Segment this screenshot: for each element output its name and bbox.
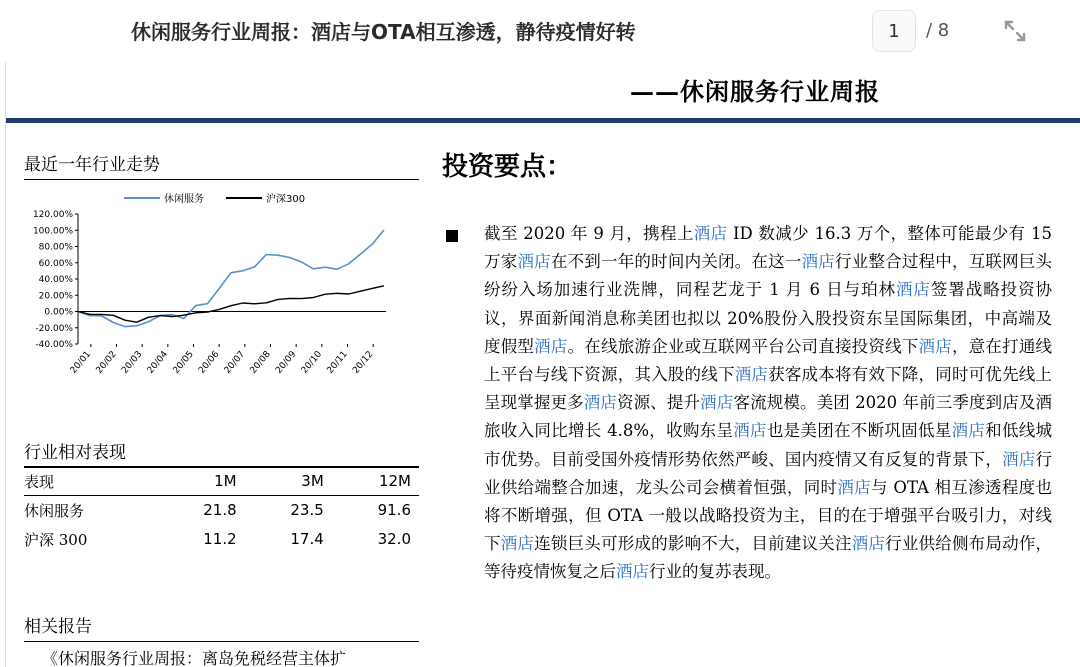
paragraph-text: 在不到一年的时间内关闭。在这一 (550, 252, 802, 272)
highlighted-keyword: 酒店 (918, 336, 952, 356)
series-line-leisure (78, 230, 384, 327)
table-cell: 11.2 (203, 530, 237, 548)
highlighted-keyword: 酒店 (534, 336, 568, 356)
document-page (5, 62, 1080, 667)
x-tick-label: 20/03 (120, 349, 145, 376)
bullet-square-icon (446, 230, 458, 242)
perf-col-header: 3M (245, 467, 332, 496)
paragraph-text: ID 数减少 16.3 万个，整体可能最少有 15 万家 (484, 224, 1053, 272)
paragraph-text: 签署战略投资协议，界面新闻消息称美团也拟以 20%股份入股投资东呈国际集团，中高端及度假型 (484, 280, 1053, 356)
table-cell: 32.0 (377, 530, 411, 548)
viewer-toolbar (0, 0, 1080, 62)
paragraph-text: 获客成本将有效下降，同时可优先线上呈现掌握更多 (484, 365, 1053, 413)
perf-col-header: 1M (157, 467, 244, 496)
paragraph-text: 客流规模。美团 2020 年前三季度到店及酒旅收入同比增长 4.8%，收购东呈 (484, 393, 1053, 441)
paragraph-text: 连锁巨头可形成的影响不大，目前建议关注 (534, 534, 852, 554)
x-tick-label: 20/08 (248, 349, 273, 376)
highlighted-keyword: 酒店 (693, 224, 728, 243)
paragraph-text: 资源、提升 (617, 393, 701, 413)
related-heading: 相关报告 (24, 612, 419, 642)
page-total: / 8 (926, 20, 950, 41)
highlighted-keyword: 酒店 (1002, 449, 1036, 469)
highlighted-keyword: 酒店 (837, 477, 872, 497)
chart-svg (24, 184, 419, 424)
x-tick-label: 20/07 (222, 349, 248, 376)
left-column (24, 150, 424, 444)
table-cell: 91.6 (377, 501, 411, 520)
highlighted-keyword: 酒店 (500, 534, 535, 554)
paragraph-text: 行业整合过程中，互联网巨头纷纷入场加速行业洗牌，同程艺龙于 1 月 6 日与珀林 (484, 252, 1053, 300)
legend-label-leisure: 休闲服务 (164, 194, 204, 205)
series-line-hs300 (78, 286, 384, 322)
invest-paragraph (484, 220, 1052, 587)
expand-arrows-icon[interactable] (1000, 16, 1030, 46)
y-tick-label: 60.00% (38, 258, 73, 269)
report-series-tag: ——休闲服务行业周报 (630, 77, 880, 106)
highlighted-keyword: 酒店 (951, 421, 986, 441)
x-tick-label: 20/02 (94, 349, 119, 376)
table-cell: 17.4 (290, 530, 324, 548)
y-tick-label: -40.00% (35, 340, 73, 350)
x-tick-label: 20/01 (68, 349, 94, 376)
highlighted-keyword: 酒店 (700, 393, 734, 413)
highlighted-keyword: 酒店 (734, 365, 769, 385)
trend-chart (24, 184, 419, 444)
perf-col-header: 表现 (24, 467, 157, 496)
paragraph-text: 行业的复苏表现。 (649, 562, 781, 582)
highlighted-keyword: 酒店 (851, 534, 886, 554)
table-row (24, 496, 419, 525)
paragraph-text: 行业供给侧布局动作，等待疫情恢复之后 (484, 534, 1053, 582)
highlighted-keyword: 酒店 (616, 562, 649, 582)
y-tick-label: 20.00% (38, 291, 73, 302)
y-tick-label: 100.00% (32, 226, 73, 237)
x-tick-label: 20/05 (171, 349, 196, 376)
paragraph-text: 也是美团在不断巩固低星 (766, 421, 952, 441)
highlighted-keyword: 酒店 (583, 393, 618, 413)
related-report-link[interactable]: 《休闲服务行业周报：离岛免税经营主体扩 (42, 649, 347, 667)
highlighted-keyword: 酒店 (733, 421, 767, 441)
x-tick-label: 20/06 (197, 349, 222, 376)
y-tick-label: 120.00% (32, 210, 73, 220)
x-tick-label: 20/04 (145, 349, 171, 376)
header-rule (6, 118, 1080, 123)
table-cell: 23.5 (290, 501, 324, 520)
table-row (24, 525, 419, 554)
y-tick-label: 80.00% (38, 242, 73, 253)
paragraph-text: ，意在打通线上平台与线下资源，其入股的线下 (484, 336, 1053, 385)
paragraph-text: 与 OTA 相互渗透程度也将不断增强，但 OTA 一般以战略投资为主，目的在于增强平台吸引力，对线下 (484, 477, 1053, 554)
highlighted-keyword: 酒店 (895, 280, 931, 300)
page-number-input[interactable]: 1 (872, 10, 916, 52)
y-tick-label: 0.00% (44, 307, 73, 318)
table-cell: 沪深 300 (24, 530, 88, 549)
invest-heading: 投资要点： (442, 152, 573, 182)
perf-heading: 行业相对表现 (24, 438, 419, 468)
perf-header-row (24, 467, 419, 496)
trend-heading: 最近一年行业走势 (24, 150, 419, 180)
x-tick-label: 20/12 (351, 349, 376, 376)
document-title: 休闲服务行业周报：酒店与OTA相互渗透，静待疫情好转 (131, 20, 636, 44)
y-tick-label: 40.00% (38, 275, 73, 285)
legend-label-hs300: 沪深300 (266, 194, 306, 205)
table-cell: 休闲服务 (24, 501, 85, 520)
perf-col-header: 12M (332, 467, 419, 496)
table-cell: 21.8 (203, 501, 237, 520)
paragraph-text: 。在线旅游企业或互联网平台公司直接投资线下 (567, 336, 919, 356)
x-tick-label: 20/10 (299, 349, 325, 376)
perf-table (24, 466, 419, 554)
x-tick-label: 20/09 (274, 349, 299, 376)
paragraph-text: 行业供给端整合加速，龙头公司会横着恒强，同时 (484, 449, 1053, 497)
x-tick-label: 20/11 (325, 349, 350, 376)
highlighted-keyword: 酒店 (801, 252, 835, 272)
paragraph-text: 和低线城市优势。目前受国外疫情形势依然严峻、国内疫情又有反复的背景下， (484, 421, 1053, 469)
highlighted-keyword: 酒店 (517, 252, 551, 272)
paragraph-text: 截至 2020 年 9 月，携程上 (484, 224, 694, 243)
y-tick-label: -20.00% (35, 323, 73, 334)
